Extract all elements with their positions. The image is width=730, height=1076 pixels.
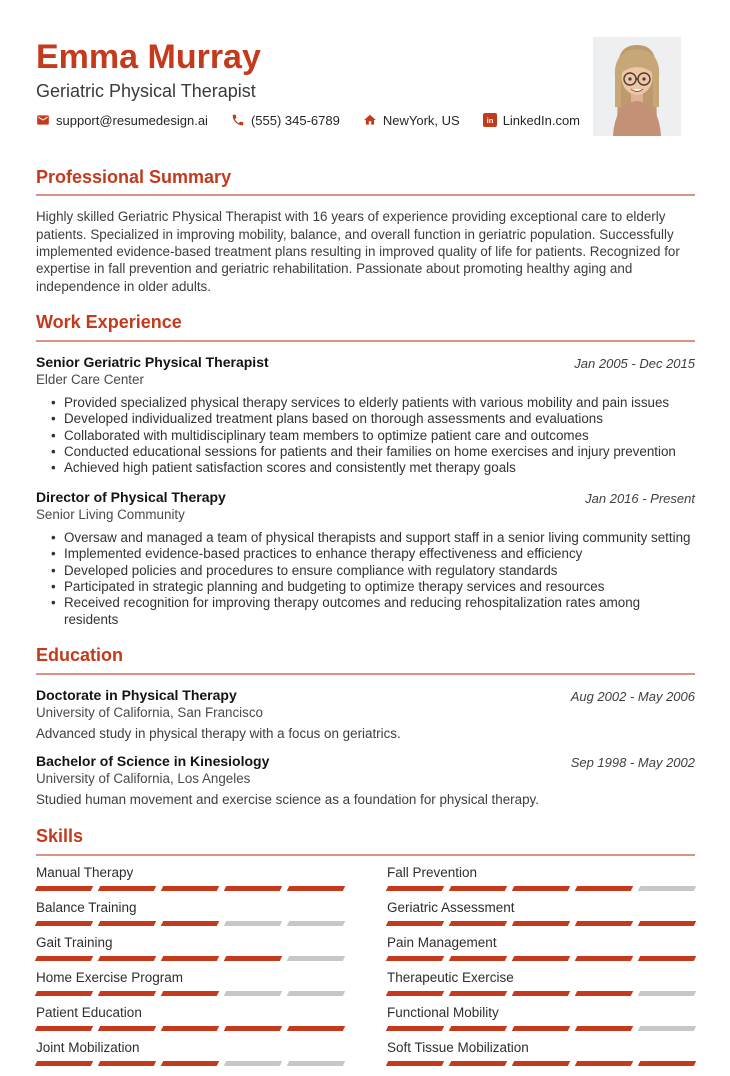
skill-segment: [161, 886, 219, 891]
skill-item: [387, 936, 695, 961]
contact-linkedin[interactable]: [483, 113, 580, 128]
education-header: [36, 688, 695, 720]
skill-segment: [575, 886, 633, 891]
skill-bar: [36, 921, 344, 926]
education-header-left: [36, 754, 269, 786]
skill-item: [387, 1041, 695, 1066]
skill-segment: [449, 886, 507, 891]
skill-segment: [287, 1026, 345, 1031]
skill-item: [387, 1006, 695, 1031]
section-work-experience: [36, 313, 695, 628]
skill-segment: [386, 921, 444, 926]
education-entry: [36, 754, 695, 807]
skill-segment: [224, 1026, 282, 1031]
bullet-item: • Developed individualized treatment plans based on thorough assessments and evaluations: [64, 411, 695, 427]
summary-text: Highly skilled Geriatric Physical Therapist with 16 years of experience providing exceptional care to elderly patients. Specialized in improving mobility, balance, and overall function in geriatric population. Successfully implemented evidence-based treatment plans resulting in improved quality of life for patients. Recognized for expertise in fall prevention and geriatric rehabilitation. Passionate about promoting healthy aging and independence in older adults.: [36, 209, 680, 294]
skill-item: [36, 1006, 344, 1031]
contact-home[interactable]: [363, 113, 460, 128]
skills-heading: Skills: [36, 826, 84, 847]
job-bullet-list: [36, 395, 695, 477]
skill-name: Functional Mobility: [387, 1004, 499, 1020]
skill-segment: [575, 956, 633, 961]
contact-text: support@resumedesign.ai: [56, 112, 208, 128]
edu-school: University of California, San Francisco: [36, 705, 263, 721]
profile-photo: [593, 37, 681, 136]
skill-item: [387, 971, 695, 996]
skill-segment: [98, 1026, 156, 1031]
skill-segment: [224, 886, 282, 891]
edu-dates: Sep 1998 - May 2002: [570, 755, 695, 771]
edu-description: Advanced study in physical therapy with a focus on geriatrics.: [36, 726, 401, 742]
skill-name: Patient Education: [36, 1004, 142, 1020]
skill-segment: [512, 991, 570, 996]
job-company: Elder Care Center: [36, 371, 144, 387]
bullet-item: • Implemented evidence-based practices to enhance therapy effectiveness and efficiency: [64, 546, 695, 562]
skill-segment: [449, 956, 507, 961]
edu-school: University of California, Los Angeles: [36, 771, 251, 787]
education-header: [36, 754, 695, 786]
skills-column-left: [36, 866, 344, 1076]
skill-segment: [449, 1061, 507, 1066]
contact-text: NewYork, US: [382, 112, 460, 128]
skill-segment: [98, 886, 156, 891]
education-header-left: [36, 688, 263, 720]
skill-name: Manual Therapy: [36, 864, 134, 880]
skill-segment: [512, 1026, 570, 1031]
education-entry: [36, 688, 695, 741]
section-divider: [36, 340, 695, 342]
skill-item: [36, 901, 344, 926]
bullet-item: • Provided specialized physical therapy services to elderly patients with various mobility and pain issues: [64, 395, 695, 411]
skill-bar: [387, 991, 695, 996]
skill-segment: [224, 991, 282, 996]
skill-segment: [98, 956, 156, 961]
skills-grid: [36, 866, 695, 1076]
skill-segment: [638, 1061, 696, 1066]
skill-segment: [287, 991, 345, 996]
job-header: [36, 490, 695, 522]
edu-dates: Aug 2002 - May 2006: [570, 689, 695, 705]
summary-heading: Professional Summary: [36, 166, 232, 187]
bullet-item: • Collaborated with multidisciplinary team members to optimize patient care and outcomes: [64, 428, 695, 444]
candidate-job-title: Geriatric Physical Therapist: [36, 80, 256, 101]
section-skills: [36, 827, 695, 1076]
section-divider: [36, 854, 695, 856]
edu-degree: Bachelor of Science in Kinesiology: [36, 753, 270, 770]
skill-segment: [386, 991, 444, 996]
skill-segment: [161, 1061, 219, 1066]
skill-segment: [449, 1026, 507, 1031]
skill-segment: [638, 1026, 696, 1031]
skill-segment: [161, 956, 219, 961]
job-header-left: [36, 355, 269, 387]
skill-bar: [387, 921, 695, 926]
skill-bar: [36, 886, 344, 891]
skill-segment: [35, 956, 93, 961]
skill-segment: [575, 1061, 633, 1066]
skill-bar: [387, 1061, 695, 1066]
skill-segment: [35, 1026, 93, 1031]
bullet-item: • Achieved high patient satisfaction scores and consistently met therapy goals: [64, 460, 695, 476]
job-header: [36, 355, 695, 387]
skill-bar: [36, 956, 344, 961]
skill-item: [36, 936, 344, 961]
skill-name: Therapeutic Exercise: [387, 969, 514, 985]
skill-segment: [638, 991, 696, 996]
skill-segment: [575, 991, 633, 996]
skill-segment: [98, 1061, 156, 1066]
skill-segment: [575, 921, 633, 926]
bullet-item: • Participated in strategic planning and budgeting to optimize therapy services and resources: [64, 579, 695, 595]
skill-segment: [35, 991, 93, 996]
svg-text:in: in: [486, 116, 494, 126]
bullet-item: • Oversaw and managed a team of physical therapists and support staff in a senior living community setting: [64, 530, 695, 546]
phone-icon: [231, 113, 245, 127]
skill-name: Joint Mobilization: [36, 1039, 140, 1055]
skill-segment: [575, 1026, 633, 1031]
skill-name: Home Exercise Program: [36, 969, 184, 985]
skill-segment: [386, 886, 444, 891]
skill-item: [36, 1041, 344, 1066]
skill-segment: [512, 956, 570, 961]
job-list: [36, 355, 695, 628]
candidate-name: Emma Murray: [36, 38, 261, 76]
skill-segment: [386, 956, 444, 961]
skill-item: [387, 901, 695, 926]
skill-name: Pain Management: [387, 934, 497, 950]
bullet-item: • Developed policies and procedures to ensure compliance with regulatory standards: [64, 563, 695, 579]
skill-bar: [36, 1026, 344, 1031]
skill-name: Fall Prevention: [387, 864, 478, 880]
skill-segment: [449, 991, 507, 996]
job-entry: [36, 355, 695, 477]
section-professional-summary: [36, 168, 695, 295]
bullet-item: • Conducted educational sessions for patients and their families on home exercises and injury prevention: [64, 444, 695, 460]
skill-segment: [512, 1061, 570, 1066]
job-title: Director of Physical Therapy: [36, 488, 226, 505]
job-company: Senior Living Community: [36, 506, 185, 522]
linkedin-icon: [483, 113, 497, 127]
skill-segment: [512, 921, 570, 926]
skill-item: [387, 866, 695, 891]
job-bullet-list: [36, 530, 695, 628]
skill-name: Gait Training: [36, 934, 113, 950]
skill-segment: [224, 921, 282, 926]
skill-bar: [387, 886, 695, 891]
skill-segment: [512, 886, 570, 891]
skill-segment: [449, 921, 507, 926]
skill-segment: [287, 956, 345, 961]
skill-name: Geriatric Assessment: [387, 899, 515, 915]
section-divider: [36, 194, 695, 196]
skill-bar: [36, 1061, 344, 1066]
skill-segment: [35, 886, 93, 891]
profile-photo-illustration: [593, 37, 681, 136]
job-title: Senior Geriatric Physical Therapist: [36, 353, 269, 370]
job-dates: Jan 2005 - Dec 2015: [574, 355, 695, 371]
experience-heading: Work Experience: [36, 311, 182, 332]
skill-segment: [224, 1061, 282, 1066]
section-education: [36, 646, 695, 807]
skill-segment: [287, 921, 345, 926]
contact-text: (555) 345-6789: [250, 112, 340, 128]
contact-text: LinkedIn.com: [502, 112, 581, 128]
skill-item: [36, 971, 344, 996]
skill-segment: [638, 886, 696, 891]
education-list: [36, 688, 695, 807]
skill-segment: [161, 1026, 219, 1031]
skill-bar: [387, 956, 695, 961]
skill-segment: [287, 886, 345, 891]
skill-segment: [161, 991, 219, 996]
skill-segment: [287, 1061, 345, 1066]
skill-segment: [161, 921, 219, 926]
job-dates: Jan 2016 - Present: [585, 490, 695, 506]
skills-column-right: [387, 866, 695, 1076]
skill-bar: [387, 1026, 695, 1031]
job-header-left: [36, 490, 226, 522]
resume-header: [36, 40, 695, 128]
contact-phone[interactable]: [231, 113, 340, 128]
skill-name: Soft Tissue Mobilization: [387, 1039, 529, 1055]
skill-segment: [386, 1061, 444, 1066]
home-icon: [363, 113, 377, 127]
email-icon: [36, 113, 50, 127]
job-entry: [36, 490, 695, 628]
skill-item: [36, 866, 344, 891]
edu-description: Studied human movement and exercise science as a foundation for physical therapy.: [36, 792, 539, 808]
bullet-item: • Received recognition for improving therapy outcomes and reducing rehospitalization rates among residents: [64, 595, 695, 628]
skill-name: Balance Training: [36, 899, 137, 915]
contact-email[interactable]: [36, 113, 208, 128]
section-divider: [36, 673, 695, 675]
education-heading: Education: [36, 645, 124, 666]
skill-segment: [638, 921, 696, 926]
skill-segment: [224, 956, 282, 961]
edu-degree: Doctorate in Physical Therapy: [36, 687, 237, 704]
skill-segment: [386, 1026, 444, 1031]
skill-segment: [98, 991, 156, 996]
skill-segment: [35, 1061, 93, 1066]
skill-segment: [98, 921, 156, 926]
skill-segment: [638, 956, 696, 961]
skill-bar: [36, 991, 344, 996]
skill-segment: [35, 921, 93, 926]
